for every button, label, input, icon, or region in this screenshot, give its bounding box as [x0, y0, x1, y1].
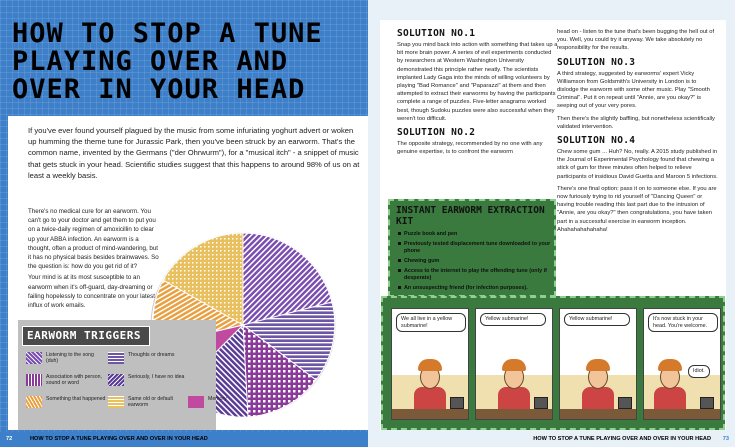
running-title: HOW TO STOP A TUNE PLAYING OVER AND OVER IN YOUR HEAD	[30, 436, 208, 442]
legend-item	[26, 374, 106, 387]
legend-label: Seriously, I have no idea	[128, 374, 185, 380]
character-hair	[418, 359, 442, 371]
intro-paragraph: If you've ever found yourself plagued by the music from some infuriating yoghurt advert or woken up humming the theme tune for Jurassic Park, then you've been struck by an earworm. That's the common name, invented by the Germans ("der Ohrwurm"), for a "musical itch" - a snippet of music that gets stuck in your head. Scientific studies suggest that this happens to around 98% of us on at least a weekly basis.	[28, 126, 360, 180]
legend-label: Same old or default earworm	[128, 396, 173, 409]
desk	[644, 409, 720, 419]
column-left	[397, 28, 559, 160]
solution-3-text: A third strategy, suggested by earworms' expert Vicky Williamson from Goldsmith's University in London is to dislodge the earworm with some other music. Play "Smooth Criminal". Put it on repeat until "Annie, are you okay?" is seeping out of your very pores.	[557, 70, 710, 110]
solution-2-continued: head on - listen to the tune that's been bugging the hell out of you. Well, you could try it anyway. We take absolutely no responsibility for the results.	[557, 29, 715, 52]
kit-list	[398, 231, 554, 295]
page-number: 73	[722, 436, 729, 442]
legend-item	[108, 352, 188, 364]
body-text	[28, 207, 160, 312]
kit-title: INSTANT EARWORM EXTRACTION KIT	[396, 205, 545, 227]
character-hair	[586, 359, 610, 371]
character-shirt	[498, 387, 530, 409]
solution-4-text: Chew some gum ... Huh? No, really. A 2015 study published in the Journal of Experimental Psychology found that chewing a stick of gum for three minutes often helped to relieve participants of insidious David Guetta and Maroon 5 infections.	[557, 149, 718, 180]
solution-3-text-2: Then there's the slightly baffling, but nonetheless scientifically validated intervention.	[557, 115, 715, 130]
kit-item: Previously tested displacement tune downloaded to your phone	[398, 241, 554, 255]
right-page	[368, 0, 735, 447]
legend-swatch	[26, 396, 42, 408]
legend-swatch	[188, 396, 204, 408]
legend-swatch	[108, 374, 124, 386]
kit-item: Puzzle book and pen	[398, 231, 554, 238]
solution-3-heading: SOLUTION NO.3	[557, 56, 636, 68]
speech-bubble-small: Idiot.	[688, 365, 710, 378]
legend-label: Thoughts or dreams	[128, 352, 175, 358]
legend-label: Listening to the song (duh)	[46, 352, 94, 365]
column-right	[557, 28, 719, 238]
legend-swatch	[108, 352, 124, 364]
body-paragraph-1: There's no medical cure for an earworm. You can't go to your doctor and get them to put you on a twice-daily regimen of amoxicillin to clear up your ABBA infection. An earworm is a thought, often a product of mind-wandering, but it has no physical basis besides brainwaves. So the question is: how do you get rid of it?	[28, 208, 159, 271]
comic-panel-3	[559, 308, 637, 420]
speech-bubble: It's now stuck in your head. You're welcome.	[648, 313, 718, 332]
speech-bubble: Yellow submarine!	[480, 313, 546, 326]
legend-item	[26, 352, 106, 365]
monitor-icon	[450, 397, 464, 409]
solution-1-text: Snap you mind back into action with something that takes up a bit more brain power. A series of evil experiments conducted by researchers at Western Washington University demonstrated this principle rather neatly. The scientists implanted Lady Gaga into the minds of willing volunteers by playing "Bad Romance" and "Paparazzi" at them and then attempted to extract their earworms by having the participants complete a range of puzzles. Five-letter anagrams worked best, though Sudoku puzzles were also successful when they weren't too difficult.	[397, 42, 558, 122]
running-title: HOW TO STOP A TUNE PLAYING OVER AND OVER IN YOUR HEAD	[533, 436, 711, 442]
comic-panel-1	[391, 308, 469, 420]
legend-label: Something that happened	[46, 396, 106, 402]
character-shirt	[582, 387, 614, 409]
speech-bubble: We all live in a yellow submarine!	[396, 313, 466, 332]
monitor-icon	[534, 397, 548, 409]
page-number: 72	[6, 436, 13, 442]
legend-item	[26, 396, 106, 408]
comic-panel-4	[643, 308, 721, 420]
speech-bubble: Yellow submarine!	[564, 313, 630, 326]
legend-item	[108, 396, 188, 409]
kit-item: An unsuspecting friend (for infection purposes).	[398, 285, 554, 292]
kit-item: Chewing gum	[398, 258, 554, 265]
footer-left	[0, 432, 368, 447]
kit-item: Access to the internet to play the offending tune (only if desperate)	[398, 268, 554, 282]
legend-swatch	[26, 374, 42, 386]
legend-swatch	[108, 396, 124, 408]
intro-text	[28, 125, 360, 181]
footer-right	[368, 432, 735, 447]
solution-1-heading: SOLUTION NO.1	[397, 28, 476, 39]
legend-label: Memory	[208, 396, 227, 402]
character-shirt	[414, 387, 446, 409]
desk	[392, 409, 468, 419]
desk	[476, 409, 552, 419]
desk	[560, 409, 636, 419]
legend-swatch	[26, 352, 42, 364]
comic-panel-2	[475, 308, 553, 420]
solution-4-heading: SOLUTION NO.4	[557, 135, 636, 147]
legend-item	[188, 396, 268, 408]
legend-title: EARWORM TRIGGERS	[22, 326, 150, 346]
character-shirt	[654, 387, 686, 409]
legend-label: Association with person, sound or word	[46, 374, 102, 387]
extraction-kit-box	[388, 199, 556, 297]
character-hair	[502, 359, 526, 371]
monitor-icon	[700, 397, 714, 409]
solution-4-text-2: There's one final option: pass it on to someone else. If you are now furiously trying to rid yourself of "Dancing Queen" or having trouble reading this last part due to the intrusion of "Annie, are you okay?" then congratulations, you have taken part in a successful exercise in earworm inception. Ahahahahahahaha!	[557, 185, 717, 233]
legend-item	[108, 374, 188, 386]
solution-2-heading: SOLUTION NO.2	[397, 127, 476, 139]
monitor-icon	[618, 397, 632, 409]
character-hair	[658, 359, 682, 371]
solution-2-text: The opposite strategy, recommended by no one with any genuine expertise, is to confront the earworm	[397, 141, 543, 156]
page-title: HOW TO STOP A TUNE PLAYING OVER AND OVER IN YOUR HEAD	[12, 18, 323, 105]
comic-strip	[381, 296, 725, 430]
body-paragraph-2: Your mind is at its most susceptible to an earworm when it's off-guard, day-dreaming or failing hopelessly to concentrate on your latest influx of work emails.	[28, 274, 155, 310]
